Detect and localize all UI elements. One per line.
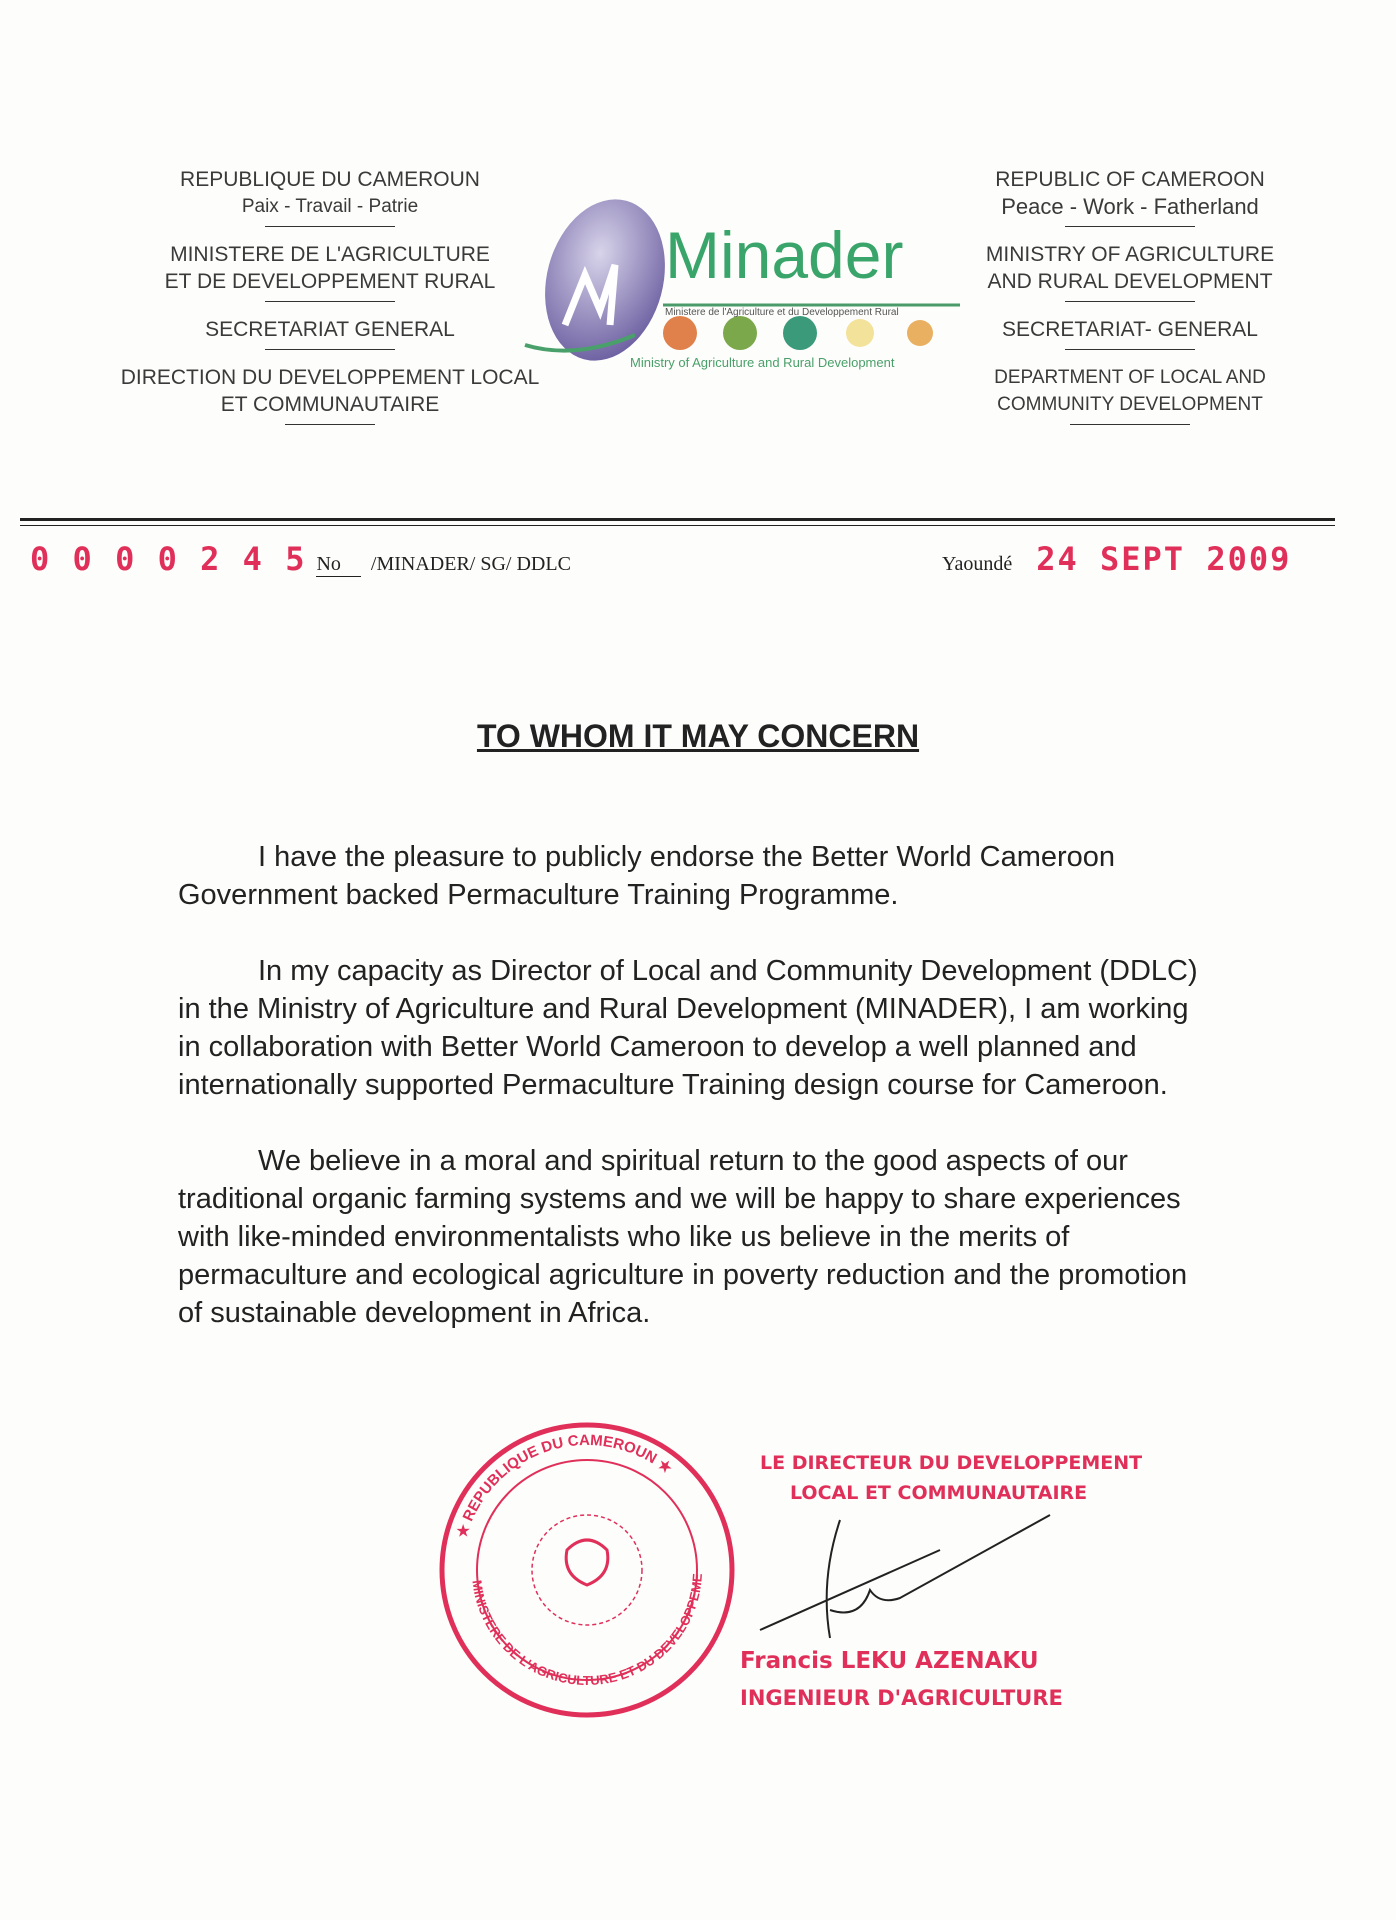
place-date-group (942, 540, 1291, 578)
secretariat-fr: SECRETARIAT GENERAL (205, 318, 455, 341)
header-right (940, 166, 1320, 439)
handwritten-signature (740, 1510, 1070, 1640)
department-en-1: DEPARTMENT OF LOCAL AND (994, 367, 1266, 388)
divider (285, 424, 375, 425)
paragraph: We believe in a moral and spiritual return to the good aspects of our traditional organic farming systems and we will be happy to share experiences with like-minded environmentalists who like us believe in the merits of permaculture and ecological agriculture in poverty reduction and the promotion of sustainable development in Africa. (178, 1145, 1188, 1329)
official-seal (432, 1420, 752, 1745)
header-divider (20, 518, 1335, 521)
signatory-title-1: LE DIRECTEUR DU DEVELOPPEMENT (760, 1452, 1143, 1474)
divider (1070, 424, 1190, 425)
date-stamp: 24 SEPT 2009 (1036, 540, 1292, 578)
letter-title: TO WHOM IT MAY CONCERN (476, 718, 920, 754)
country-fr: REPUBLIQUE DU CAMEROUN (180, 168, 480, 191)
logo-name: Minader (665, 218, 904, 292)
secretariat-en: SECRETARIAT- GENERAL (1002, 318, 1258, 341)
signatory-title-2: LOCAL ET COMMUNAUTAIRE (790, 1482, 1088, 1504)
svg-text:★ REPUBLIQUE DU CAMEROUN ★: ★ REPUBLIQUE DU CAMEROUN ★ (453, 1431, 676, 1541)
direction-fr-2: ET COMMUNAUTAIRE (220, 393, 440, 416)
motto-en: Peace - Work - Fatherland (1001, 194, 1259, 219)
motto-fr: Paix - Travail - Patrie (241, 196, 419, 217)
signatory-role: INGENIEUR D'AGRICULTURE (740, 1686, 1063, 1710)
ministry-fr-2: ET DE DEVELOPPEMENT RURAL (164, 270, 496, 293)
reference-line (30, 540, 1330, 580)
logo-subtitle-en: Ministry of Agriculture and Rural Development (630, 355, 895, 370)
ministry-fr-1: MINISTERE DE L'AGRICULTURE (170, 243, 490, 266)
reference-number-group (30, 540, 571, 578)
header-divider-thin (20, 525, 1335, 526)
signatory-name: Francis LEKU AZENAKU (740, 1648, 1039, 1674)
minader-logo (515, 195, 960, 375)
no-label: No (316, 553, 360, 577)
seal-icon (432, 1420, 752, 1740)
divider (265, 226, 395, 227)
place: Yaoundé (942, 553, 1013, 575)
divider (265, 301, 395, 302)
country-en: REPUBLIC OF CAMEROON (995, 168, 1265, 191)
svg-text:MINISTERE DE L'AGRICULTURE ET: MINISTERE DE L'AGRICULTURE ET DU DEVELOPPEME (469, 1572, 706, 1689)
divider (265, 349, 395, 350)
reference-number-stamp: 0 0 0 0 2 4 5 (30, 540, 307, 578)
divider (1065, 226, 1195, 227)
department-en-2: COMMUNITY DEVELOPMENT (997, 394, 1263, 415)
direction-fr-1: DIRECTION DU DEVELOPPEMENT LOCAL (120, 366, 540, 389)
divider (1065, 301, 1195, 302)
logo-subtitle-fr: Ministere de l'Agriculture et du Developpement Rural (665, 307, 899, 318)
paragraph: In my capacity as Director of Local and Community Development (DDLC) in the Ministry of Agriculture and Rural Development (MINADER), I am working in collaboration with Better World Cameroon to develop a well planned and internationally supported Permaculture Training design course for Cameroon. (178, 955, 1198, 1101)
reference-suffix: /MINADER/ SG/ DDLC (370, 553, 571, 575)
ministry-en-1: MINISTRY OF AGRICULTURE (985, 243, 1275, 266)
header-left (90, 166, 570, 439)
letter-body (178, 838, 1218, 1370)
paragraph: I have the pleasure to publicly endorse the Better World Cameroon Government backed Permaculture Training Programme. (178, 841, 1116, 911)
divider (1065, 349, 1195, 350)
ministry-en-2: AND RURAL DEVELOPMENT (987, 270, 1273, 293)
